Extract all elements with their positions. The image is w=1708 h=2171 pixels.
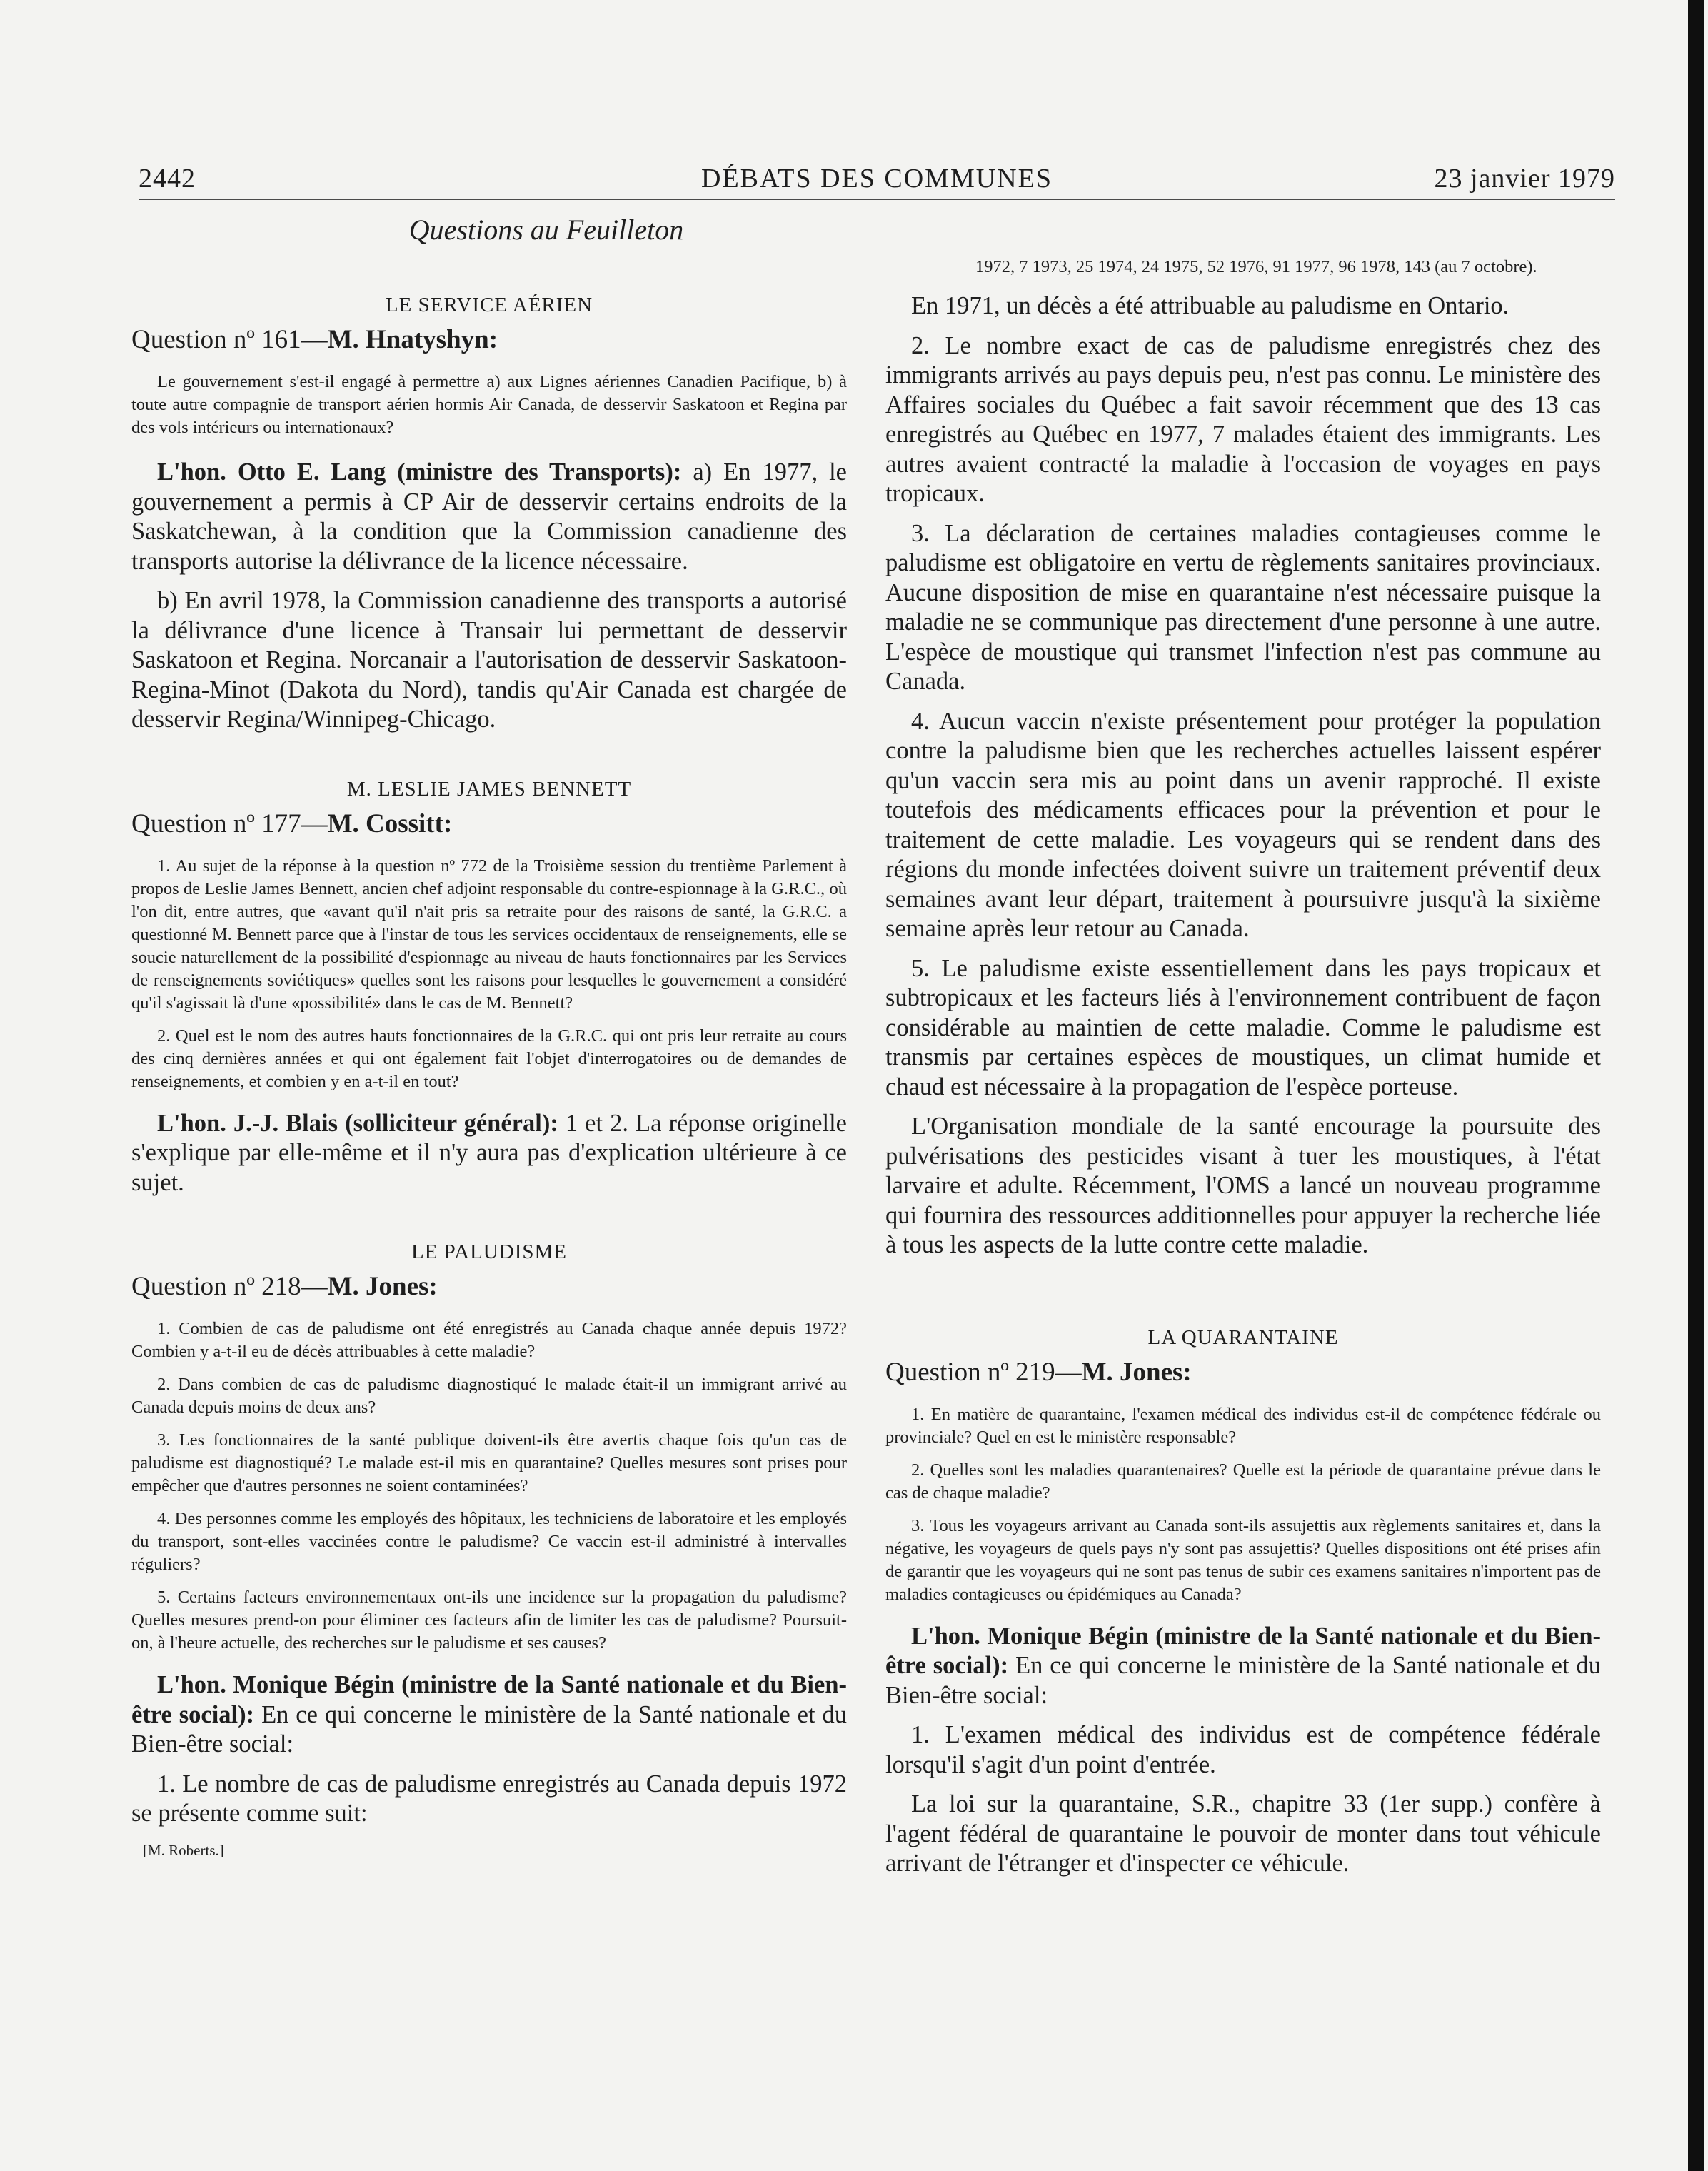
question-218-part-4: 4. Des personnes comme les employés des hôpitaux, les techniciens de laboratoire et les employés du transport, sont-elles vaccinées contre le paludisme? Ce vaccin est-il administré à intervalles réguliers? [131,1509,847,1574]
answer-218-part-1: 1. Le nombre de cas de paludisme enregistrés au Canada depuis 1972 se présente comme suit: [131,1770,847,1827]
question-218-part-1: 1. Combien de cas de paludisme ont été enregistrés au Canada chaque année depuis 1972? Combien y a-t-il eu de décès attribuables à cette maladie? [131,1319,847,1361]
page-edge-shadow [1688,0,1704,2171]
answer-161-b: b) En avril 1978, la Commission canadienne des transports a autorisé la délivrance d'une licence à Transair lui permettant de desservir Saskatoon et Regina. Norcanair a l'autorisation de desservir Saskatoon-Regina-Minot (Dakota du Nord), tandis qu'Air Canada est chargée de desservir Regina/Winnipeg-Chicago. [131,587,847,733]
section-heading-quarantine: LA QUARANTAINE [1147,1325,1339,1349]
question-member: M. Hnatyshyn: [327,325,498,354]
answer-speaker: L'hon. Otto E. Lang (ministre des Transports): [157,458,682,486]
oms-paragraph: L'Organisation mondiale de la santé encourage la poursuite des pulvérisations des pesticides visant à tuer les moustiques, à l'état larvaire et adulte. Récemment, l'OMS a lancé un nouveau programme qui fournira des ressources additionnelles pour appuyer la recherche liée à tous les aspects de la lutte contre cette maladie. [885,1113,1601,1258]
question-member: M. Cossitt: [327,808,453,838]
question-member: M. Jones: [327,1272,438,1301]
answer-text: 1 et 2. La réponse originelle s'explique par elle-même et il n'y aura pas d'explication ultérieure à ce sujet. [131,1109,847,1196]
answer-218-part-5: 5. Le paludisme existe essentiellement dans les pays tropicaux et subtropicaux et les facteurs liés à l'environnement contribuent de façon considérable au maintien de cette maladie. Comme le paludisme est transmis par certaines espèces de moustiques, un climat humide et chaud est nécessaire à la propagation de l'espèce porteuse. [885,954,1601,1100]
question-177-heading [131,808,847,839]
answer-speaker: L'hon. Monique Bégin (ministre de la Santé nationale et du Bien-être social): [885,1622,1601,1679]
malaria-death-1971: En 1971, un décès a été attribuable au paludisme en Ontario. [911,292,1509,319]
question-number: Question nº 161— [131,325,328,354]
page-header [139,163,1615,200]
section-heading-malaria: LE PALUDISME [411,1240,567,1263]
section-heading-air-service: LE SERVICE AÉRIEN [385,294,593,316]
right-column [885,256,1601,1889]
answer-text: a) En 1977, le gouvernement a permis à CP Air de desservir certains endroits de la Saskatchewan, à la condition que la Commission canadienne des transports autorise la délivrance de la licence nécessaire. [131,458,847,575]
answer-218-part-3: 3. La déclaration de certaines maladies contagieuses comme le paludisme est obligatoire en vertu de règlements sanitaires provinciaux. Aucune disposition de mise en quarantaine n'est nécessaire puisque la maladie ne se communique pas directement d'une personne à une autre. L'espèce de moustique qui transmet l'infection n'est pas commune au Canada. [885,519,1601,695]
answer-219-part-1: 1. L'examen médical des individus est de compétence fédérale lorsqu'il s'agit d'un point d'entrée. [885,1721,1601,1778]
question-number: Question nº 218— [131,1272,328,1301]
question-177-part-1: 1. Au sujet de la réponse à la question nº 772 de la Troisième session du trentième Parlement à propos de Leslie James Bennett, ancien chef adjoint responsable du contre-espionnage à la G.R.C., où l'on dit, entre autres, que «avant qu'il n'ait pris sa retraite pour des raisons de santé, la G.R.C. a questionné M. Bennett parce que à l'instar de tous les services occidentaux de renseignements, elle se soucie naturellement de la possibilité d'espionnage au niveau de hauts fonctionnaires par les Services de renseignements soviétiques» quelles sont les raisons pour lesquelles le gouvernement a considéré qu'il s'agissait là d'une «possibilité» dans le cas de M. Bennett? [131,856,847,1013]
page-number: 2442 [139,164,196,194]
question-219-heading [885,1357,1601,1388]
page-date: 23 janvier 1979 [1434,164,1615,194]
answer-speaker: L'hon. J.-J. Blais (solliciteur général): [157,1109,558,1137]
question-219-part-1: 1. En matière de quarantaine, l'examen médical des individus est-il de compétence fédérale ou provinciale? Quel en est le ministère responsable? [885,1404,1601,1447]
question-219-part-3: 3. Tous les voyageurs arrivant au Canada sont-ils assujettis aux règlements sanitaires et, dans la négative, les voyageurs de quels pays n'y sont pas assujettis? Quelles dispositions ont été prises afin de garantir que les voyageurs qui ne sont pas tenus de subir ces examens sanitaires n'importent pas de maladies contagieuses ou épidémiques au Canada? [885,1515,1601,1604]
left-column [131,213,847,1860]
answer-218-intro [131,1670,847,1760]
question-member: M. Jones: [1081,1357,1192,1387]
question-177-part-2: 2. Quel est le nom des autres hauts fonctionnaires de la G.R.C. qui ont pris leur retraite au cours des cinq dernières années et qui ont également fait l'objet d'interrogatoires ou de demandes de renseignements, et combien y en a-t-il en tout? [131,1026,847,1091]
answer-text: En ce qui concerne le ministère de la Santé nationale et du Bien-être social: [131,1700,847,1758]
answer-text: En ce qui concerne le ministère de la Santé nationale et du Bien-être social: [885,1652,1601,1709]
speaker-footnote: [M. Roberts.] [143,1841,224,1859]
question-number: Question nº 219— [885,1357,1082,1387]
question-219-part-2: 2. Quelles sont les maladies quarantenaires? Quelle est la période de quarantaine prévue dans le cas de chaque maladie? [885,1460,1601,1503]
question-218-part-2: 2. Dans combien de cas de paludisme diagnostiqué le malade était-il un immigrant arrivé au Canada depuis moins de deux ans? [131,1375,847,1417]
question-218-part-3: 3. Les fonctionnaires de la santé publique doivent-ils être avertis chaque fois qu'un cas de paludisme est diagnostiqué? Le malade est-il mis en quarantaine? Quelles mesures sont prises pour empêcher que d'autres personnes ne soient contaminées? [131,1430,847,1495]
question-number: Question nº 177— [131,808,328,838]
answer-219-quarantine-act: La loi sur la quarantaine, S.R., chapitre 33 (1er supp.) confère à l'agent fédéral de quarantaine le pouvoir de monter dans tout véhicule arrivant de l'étranger et d'inspecter ce véhicule. [885,1790,1601,1877]
section-heading-bennett: M. LESLIE JAMES BENNETT [346,777,632,801]
answer-218-part-4: 4. Aucun vaccin n'existe présentement pour protéger la population contre la paludisme bien que les recherches actuelles laissent espérer qu'un vaccin sera mis au point dans un avenir rapproché. Il existe toutefois des médicaments efficaces pour la prévention et pour le traitement de cette maladie. Les voyageurs qui se rendent dans des régions du monde infectées doivent suivre un traitement préventif deux semaines avant leur départ, traitement à poursuivre jusqu'à la sixième semaine après leur retour au Canada. [885,707,1601,942]
answer-speaker: L'hon. Monique Bégin (ministre de la Santé nationale et du Bien-être social): [131,1671,847,1728]
part-title: Questions au Feuilleton [408,214,684,246]
header-rule [139,199,1615,200]
question-218-part-5: 5. Certains facteurs environnementaux ont-ils une incidence sur la propagation du paludisme? Quelles mesures prend-on pour éliminer ces facteurs afin de limiter les cas de paludisme? Poursuit-on, à l'heure actuelle, des recherches sur le paludisme et ses causes? [131,1588,847,1653]
answer-177 [131,1109,847,1198]
question-218-heading [131,1271,847,1302]
answer-161-a [131,458,847,576]
malaria-case-statistics: 1972, 7 1973, 25 1974, 24 1975, 52 1976, 91 1977, 96 1978, 143 (au 7 octobre). [975,257,1537,276]
question-161-text: Le gouvernement s'est-il engagé à permettre a) aux Lignes aériennes Canadien Pacifique, b) à toute autre compagnie de transport aérien hormis Air Canada, de desservir Saskatoon et Regina par des vols intérieurs ou internationaux? [131,372,847,437]
publication-title: DÉBATS DES COMMUNES [701,164,1053,194]
question-161-heading [131,324,847,355]
answer-218-part-2: 2. Le nombre exact de cas de paludisme enregistrés chez des immigrants arrivés au pays depuis peu, n'est pas connu. Le ministère des Affaires sociales du Québec a fait savoir récemment que des 13 cas enregistrés au Québec en 1977, 7 malades étaient des immigrants. Les autres avaient contracté la maladie à l'occasion de voyages en pays tropicaux. [885,331,1601,507]
answer-219-intro [885,1622,1601,1711]
